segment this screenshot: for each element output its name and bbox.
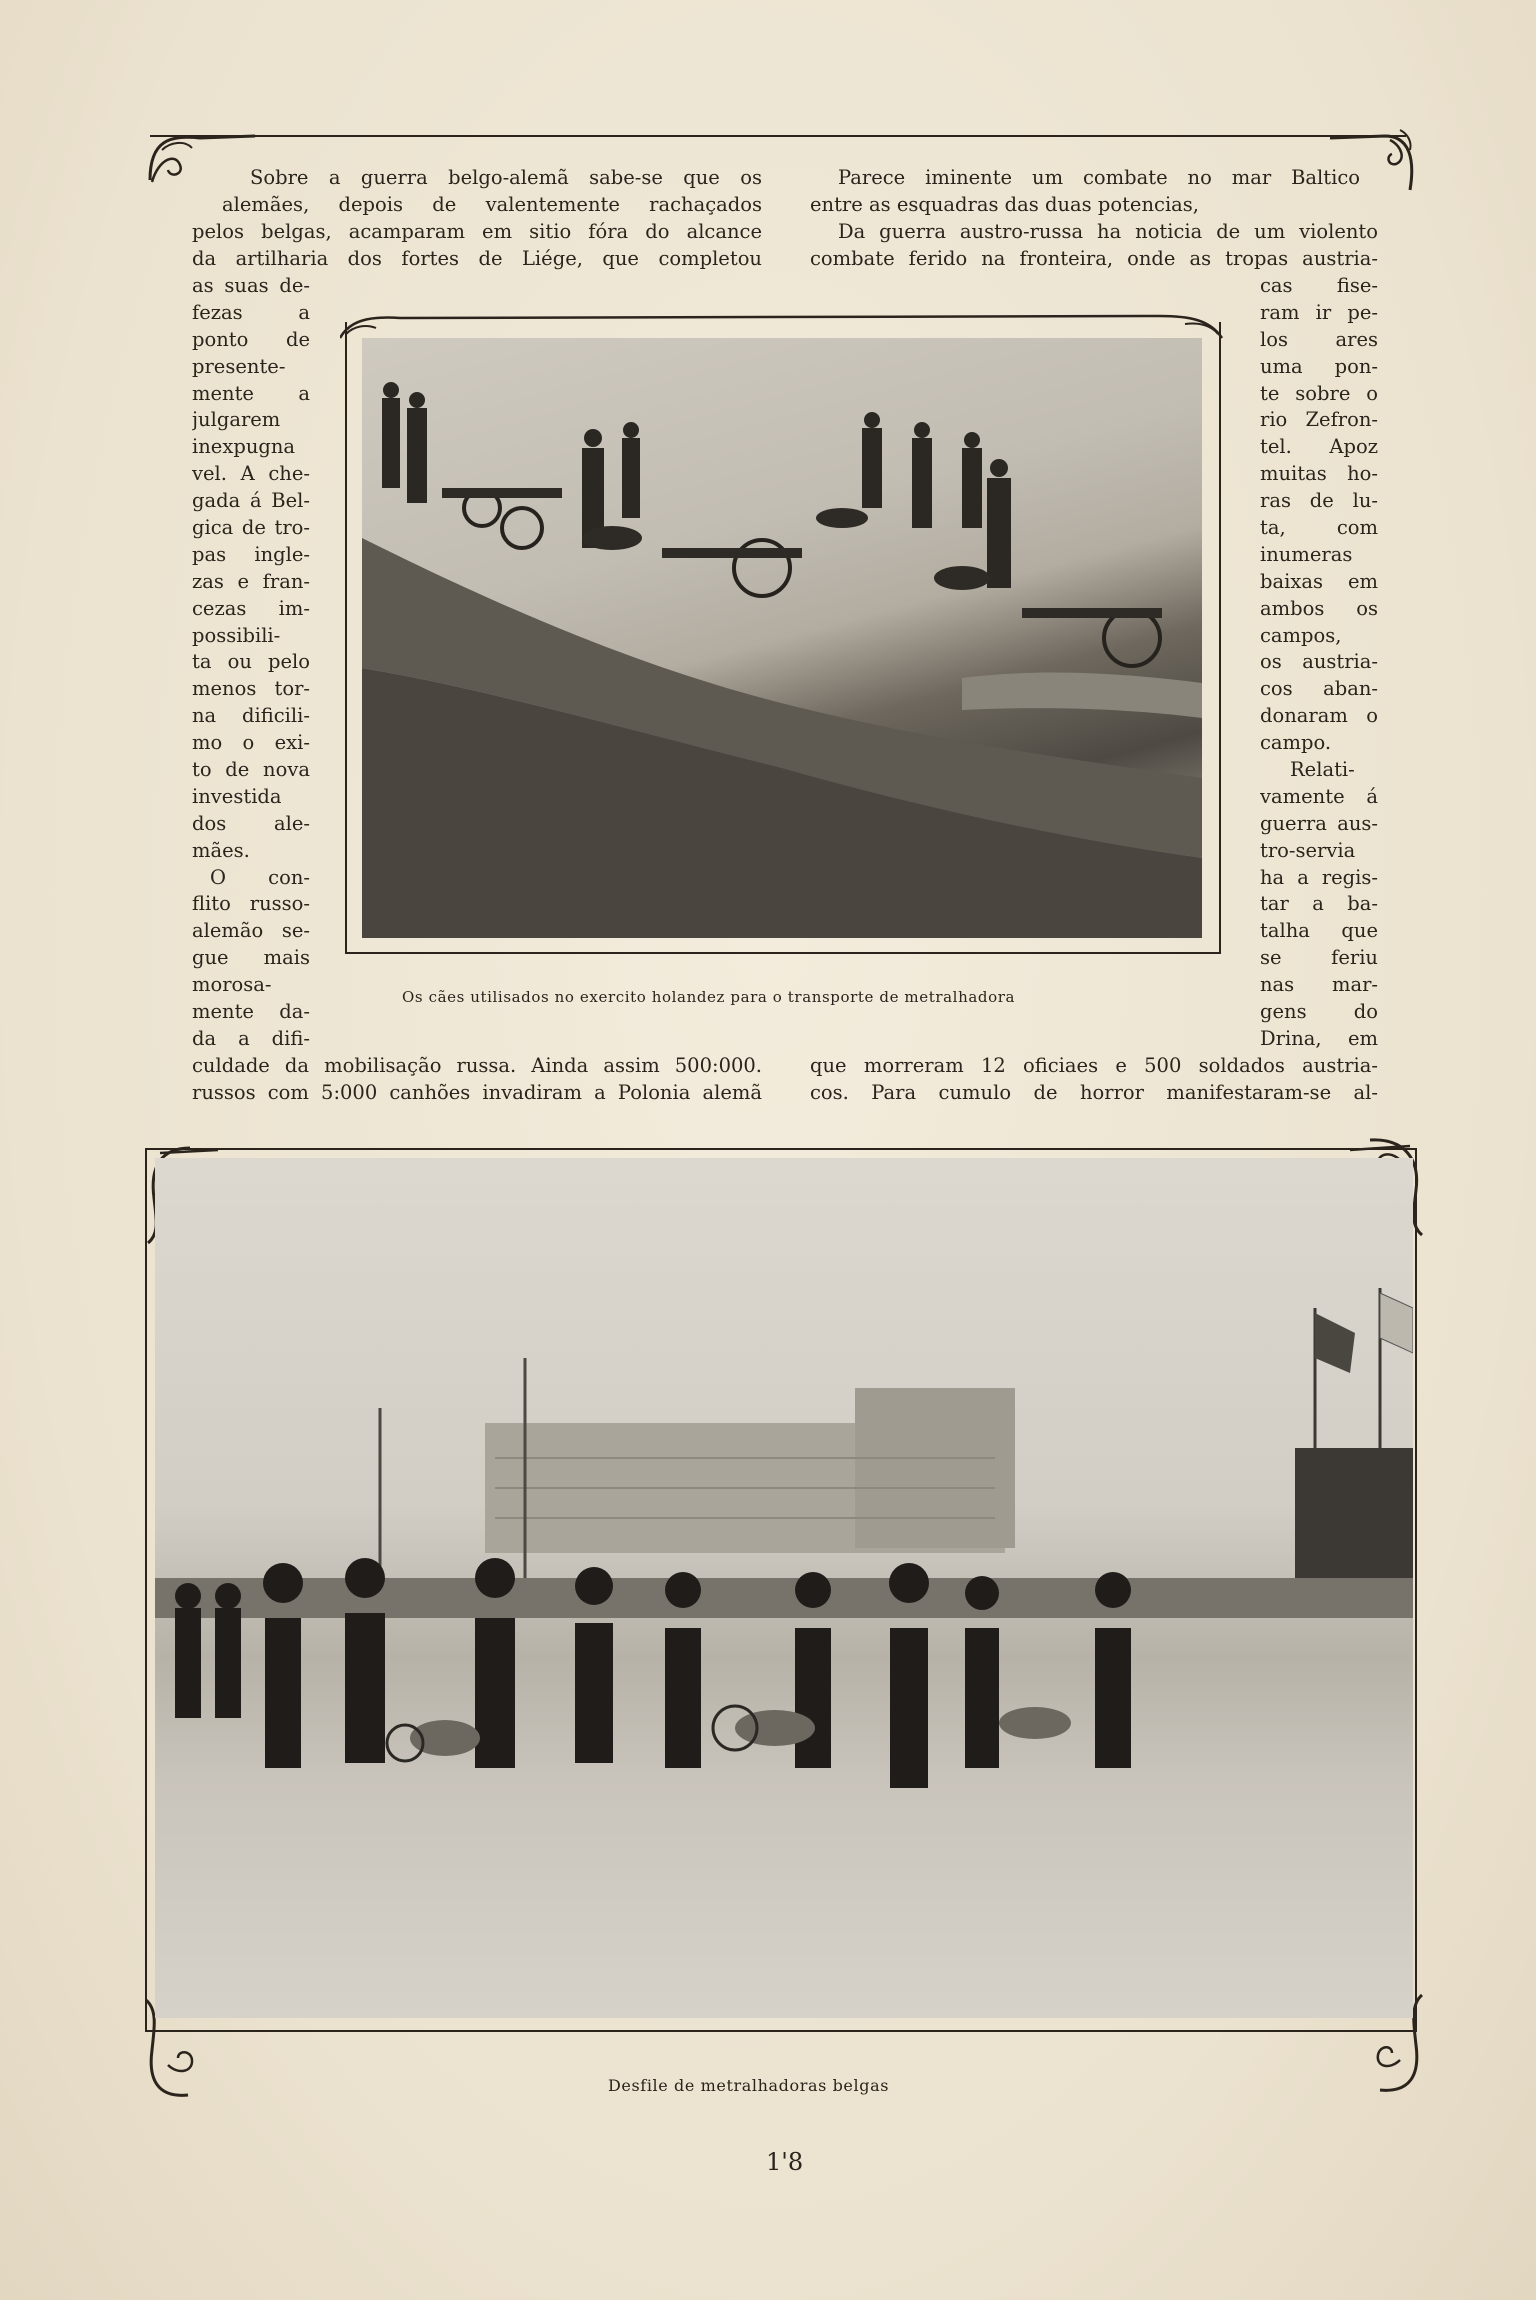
text-line: campo. [1260,731,1332,755]
text-line: O con- [210,865,310,889]
text-line: ponto de [192,327,310,351]
text-line: morosa- [192,973,272,997]
text-line: se feriu [1260,946,1378,970]
text-line: ram ir pe- [1260,300,1378,324]
text-line: dos ale- [192,811,310,835]
text-line: zas e fran- [192,569,310,593]
photo2-caption: Desfile de metralhadoras belgas [608,2076,890,2095]
left-text-line: russos com 5:000 canhões invadiram a Polonia alemã [192,1081,762,1104]
text-line: ambos os [1260,596,1378,620]
right-text-line: cos. Para cumulo de horror manifestaram-se al- [810,1081,1378,1104]
left-text-line: alemães, depois de valentemente rachaçados [222,193,762,216]
dogs-machine-gun-illustration [362,338,1202,938]
text-line: inumeras [1260,542,1353,566]
left-text-line: culdade da mobilisação russa. Ainda assim 500:000. [192,1054,762,1077]
text-line: Drina, em [1260,1026,1378,1050]
text-line: Relati- [1290,758,1355,782]
text-line: cezas im- [192,596,310,620]
text-line: muitas ho- [1260,462,1378,486]
text-line: baixas em [1260,569,1378,593]
photo-belgian-parade [155,1158,1413,2018]
text-line: menos tor- [192,677,310,701]
text-line: talha que [1260,919,1378,943]
text-line: gens do [1260,1000,1378,1024]
text-line: mente da- [192,1000,310,1024]
text-line: tro-servia [1260,838,1356,862]
text-line: flito russo- [192,892,310,916]
left-narrow-column [192,273,310,1053]
text-line: guerra aus- [1260,811,1378,835]
text-line: ta ou pelo [192,650,310,674]
right-text-line: Parece iminente um combate no mar Baltico [838,166,1360,189]
text-line: cos aban- [1260,677,1378,701]
text-line: investida [192,784,282,808]
parade-illustration [155,1158,1413,2018]
text-line: donaram o [1260,704,1378,728]
left-text-line: pelos belgas, acamparam em sitio fóra do alcance [192,220,762,243]
text-line: tar a ba- [1260,892,1378,916]
text-line: to de nova [192,758,310,782]
text-line: tel. Apoz [1260,435,1378,459]
text-line: ras de lu- [1260,489,1378,513]
text-line: gada á Bel- [192,489,310,513]
text-line: da a difi- [192,1026,310,1050]
right-text-line: combate ferido na fronteira, onde as tropas austria- [810,247,1378,270]
text-line: possibili- [192,623,281,647]
text-line: cas fise- [1260,274,1378,297]
text-line: na dificili- [192,704,310,728]
text-line: mente a [192,381,310,405]
text-line: vel. A che- [192,462,310,486]
text-line: ha a regis- [1260,865,1378,889]
photo1-caption: Os cães utilisados no exercito holandez para o transporte de metralhadora [402,988,1016,1006]
text-line: campos, [1260,623,1342,647]
text-line: gica de tro- [192,516,310,540]
corner-ornament-top-left [140,120,260,190]
text-line: inexpugna [192,435,296,459]
text-line: los ares [1260,327,1378,351]
text-line: nas mar- [1260,973,1378,997]
text-line: alemão se- [192,919,310,943]
text-line: presente- [192,354,286,378]
text-line: gue mais [192,946,310,970]
photo-dogs-machine-guns [362,338,1202,938]
text-line: ta, com [1260,516,1378,540]
right-text-line: Da guerra austro-russa ha noticia de um violento [838,220,1378,243]
text-line: pas ingle- [192,542,310,566]
text-line: rio Zefron- [1260,408,1378,432]
page-number: 1'8 [766,2148,804,2176]
right-narrow-column [1260,273,1378,1053]
text-line: vamente á [1260,784,1378,808]
text-line: uma pon- [1260,354,1378,378]
left-text-line: Sobre a guerra belgo-alemã sabe-se que os [250,166,762,189]
text-line: mo o exi- [192,731,310,755]
text-line: as suas de- [192,274,310,297]
text-line: te sobre o [1260,381,1378,405]
text-line: julgarem [192,408,281,432]
right-text-line: que morreram 12 oficiaes e 500 soldados austria- [810,1054,1378,1077]
right-text-line: entre as esquadras das duas potencias, [810,193,1200,216]
text-line: fezas a [192,300,310,324]
left-text-line: da artilharia dos fortes de Liége, que completou [192,247,762,270]
text-line: os austria- [1260,650,1378,674]
text-line: mães. [192,838,250,862]
